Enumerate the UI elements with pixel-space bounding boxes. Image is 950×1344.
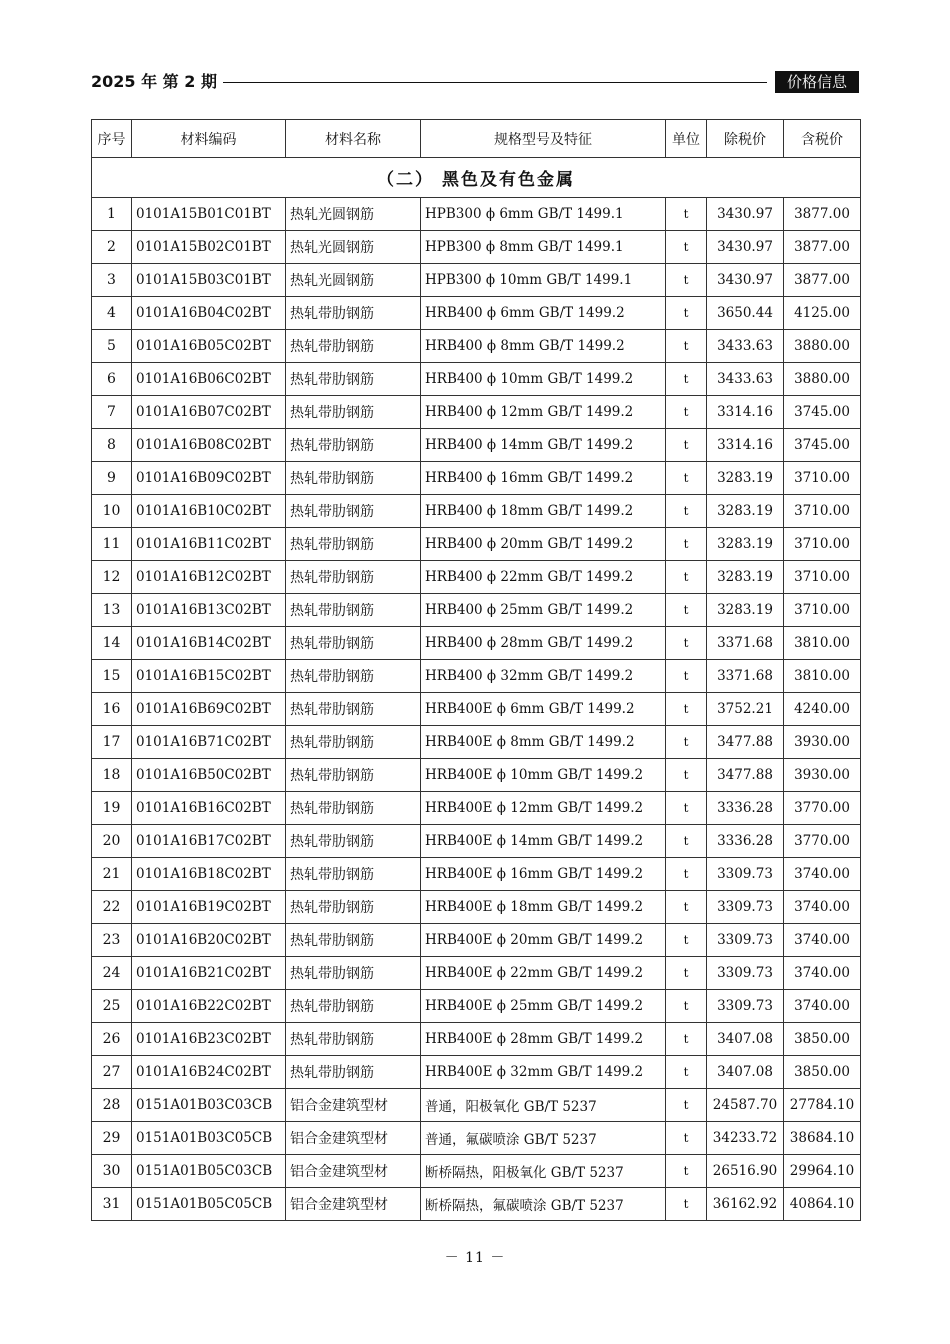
table-row	[92, 1122, 861, 1155]
spec: HRB400 ϕ 22mm GB/T 1499.2	[421, 561, 666, 594]
page-header	[91, 70, 859, 94]
material-name: 热轧带肋钢筋	[286, 297, 421, 330]
price-ex-tax: 3283.19	[707, 495, 784, 528]
unit: t	[666, 693, 707, 726]
col-header-name: 材料名称	[286, 120, 421, 158]
unit: t	[666, 660, 707, 693]
material-code: 0101A16B14C02BT	[132, 627, 286, 660]
price-inc-tax: 3930.00	[784, 726, 861, 759]
unit: t	[666, 1023, 707, 1056]
material-name: 热轧带肋钢筋	[286, 891, 421, 924]
material-code: 0101A16B50C02BT	[132, 759, 286, 792]
material-name: 铝合金建筑型材	[286, 1155, 421, 1188]
material-code: 0101A16B07C02BT	[132, 396, 286, 429]
col-header-inc-tax: 含税价	[784, 120, 861, 158]
row-number: 6	[92, 363, 132, 396]
row-number: 8	[92, 429, 132, 462]
table-body	[92, 198, 861, 1221]
table-row	[92, 528, 861, 561]
price-inc-tax: 29964.10	[784, 1155, 861, 1188]
table-row	[92, 990, 861, 1023]
unit: t	[666, 759, 707, 792]
material-code: 0101A16B09C02BT	[132, 462, 286, 495]
material-code: 0101A16B71C02BT	[132, 726, 286, 759]
price-inc-tax: 3850.00	[784, 1023, 861, 1056]
material-code: 0101A16B05C02BT	[132, 330, 286, 363]
header-rule	[223, 82, 767, 83]
row-number: 28	[92, 1089, 132, 1122]
table-row	[92, 660, 861, 693]
material-name: 热轧带肋钢筋	[286, 693, 421, 726]
row-number: 20	[92, 825, 132, 858]
price-ex-tax: 3371.68	[707, 627, 784, 660]
table-row	[92, 792, 861, 825]
material-name: 热轧带肋钢筋	[286, 462, 421, 495]
unit: t	[666, 1056, 707, 1089]
spec: HRB400 ϕ 14mm GB/T 1499.2	[421, 429, 666, 462]
price-ex-tax: 3283.19	[707, 594, 784, 627]
material-code: 0101A16B04C02BT	[132, 297, 286, 330]
section-badge: 价格信息	[775, 71, 859, 93]
price-inc-tax: 3877.00	[784, 198, 861, 231]
unit: t	[666, 1155, 707, 1188]
table-row	[92, 429, 861, 462]
unit: t	[666, 990, 707, 1023]
price-inc-tax: 3710.00	[784, 528, 861, 561]
price-inc-tax: 3740.00	[784, 924, 861, 957]
price-ex-tax: 3309.73	[707, 924, 784, 957]
spec: 断桥隔热，阳极氧化 GB/T 5237	[421, 1155, 666, 1188]
spec: HRB400 ϕ 20mm GB/T 1499.2	[421, 528, 666, 561]
section-row	[92, 158, 861, 198]
material-name: 热轧带肋钢筋	[286, 627, 421, 660]
price-inc-tax: 3740.00	[784, 990, 861, 1023]
price-inc-tax: 3710.00	[784, 561, 861, 594]
material-name: 热轧光圆钢筋	[286, 231, 421, 264]
price-inc-tax: 3745.00	[784, 429, 861, 462]
row-number: 14	[92, 627, 132, 660]
row-number: 19	[92, 792, 132, 825]
price-inc-tax: 3740.00	[784, 858, 861, 891]
material-name: 热轧带肋钢筋	[286, 792, 421, 825]
material-code: 0101A15B03C01BT	[132, 264, 286, 297]
material-name: 热轧带肋钢筋	[286, 1023, 421, 1056]
spec: HRB400 ϕ 12mm GB/T 1499.2	[421, 396, 666, 429]
table-row	[92, 1023, 861, 1056]
spec: HRB400E ϕ 18mm GB/T 1499.2	[421, 891, 666, 924]
price-ex-tax: 3309.73	[707, 957, 784, 990]
material-code: 0101A15B01C01BT	[132, 198, 286, 231]
price-ex-tax: 36162.92	[707, 1188, 784, 1221]
row-number: 3	[92, 264, 132, 297]
price-inc-tax: 3745.00	[784, 396, 861, 429]
price-ex-tax: 3430.97	[707, 264, 784, 297]
spec: HRB400E ϕ 8mm GB/T 1499.2	[421, 726, 666, 759]
material-code: 0151A01B05C05CB	[132, 1188, 286, 1221]
spec: HPB300 ϕ 10mm GB/T 1499.1	[421, 264, 666, 297]
material-name: 热轧带肋钢筋	[286, 858, 421, 891]
row-number: 22	[92, 891, 132, 924]
material-code: 0101A16B22C02BT	[132, 990, 286, 1023]
unit: t	[666, 726, 707, 759]
price-inc-tax: 38684.10	[784, 1122, 861, 1155]
unit: t	[666, 957, 707, 990]
material-code: 0101A16B18C02BT	[132, 858, 286, 891]
price-ex-tax: 3371.68	[707, 660, 784, 693]
material-name: 热轧带肋钢筋	[286, 825, 421, 858]
price-ex-tax: 3336.28	[707, 792, 784, 825]
row-number: 2	[92, 231, 132, 264]
unit: t	[666, 363, 707, 396]
material-code: 0101A16B11C02BT	[132, 528, 286, 561]
table-row	[92, 726, 861, 759]
row-number: 29	[92, 1122, 132, 1155]
table-row	[92, 759, 861, 792]
material-name: 热轧带肋钢筋	[286, 396, 421, 429]
material-code: 0101A15B02C01BT	[132, 231, 286, 264]
table-row	[92, 891, 861, 924]
table-row	[92, 825, 861, 858]
price-ex-tax: 3336.28	[707, 825, 784, 858]
material-code: 0151A01B03C05CB	[132, 1122, 286, 1155]
price-ex-tax: 3752.21	[707, 693, 784, 726]
row-number: 27	[92, 1056, 132, 1089]
material-code: 0101A16B12C02BT	[132, 561, 286, 594]
col-header-spec: 规格型号及特征	[421, 120, 666, 158]
spec: HRB400E ϕ 25mm GB/T 1499.2	[421, 990, 666, 1023]
row-number: 30	[92, 1155, 132, 1188]
row-number: 9	[92, 462, 132, 495]
unit: t	[666, 198, 707, 231]
table-row	[92, 561, 861, 594]
material-code: 0101A16B21C02BT	[132, 957, 286, 990]
material-code: 0151A01B05C03CB	[132, 1155, 286, 1188]
unit: t	[666, 396, 707, 429]
table-row	[92, 330, 861, 363]
col-header-code: 材料编码	[132, 120, 286, 158]
material-code: 0101A16B19C02BT	[132, 891, 286, 924]
spec: HRB400 ϕ 8mm GB/T 1499.2	[421, 330, 666, 363]
table-row	[92, 231, 861, 264]
spec: HPB300 ϕ 6mm GB/T 1499.1	[421, 198, 666, 231]
material-name: 热轧光圆钢筋	[286, 264, 421, 297]
spec: HRB400E ϕ 28mm GB/T 1499.2	[421, 1023, 666, 1056]
row-number: 18	[92, 759, 132, 792]
price-ex-tax: 3283.19	[707, 462, 784, 495]
price-inc-tax: 3770.00	[784, 792, 861, 825]
material-name: 热轧带肋钢筋	[286, 990, 421, 1023]
table-row	[92, 495, 861, 528]
unit: t	[666, 528, 707, 561]
material-code: 0101A16B17C02BT	[132, 825, 286, 858]
material-name: 热轧带肋钢筋	[286, 759, 421, 792]
material-code: 0151A01B03C03CB	[132, 1089, 286, 1122]
row-number: 11	[92, 528, 132, 561]
unit: t	[666, 825, 707, 858]
price-ex-tax: 3283.19	[707, 528, 784, 561]
price-inc-tax: 3880.00	[784, 330, 861, 363]
spec: 普通，阳极氧化 GB/T 5237	[421, 1089, 666, 1122]
unit: t	[666, 858, 707, 891]
price-inc-tax: 27784.10	[784, 1089, 861, 1122]
material-code: 0101A16B24C02BT	[132, 1056, 286, 1089]
row-number: 23	[92, 924, 132, 957]
spec: HRB400 ϕ 6mm GB/T 1499.2	[421, 297, 666, 330]
section-title: （二） 黑色及有色金属	[92, 158, 861, 198]
col-header-no: 序号	[92, 120, 132, 158]
material-code: 0101A16B16C02BT	[132, 792, 286, 825]
spec: HRB400 ϕ 32mm GB/T 1499.2	[421, 660, 666, 693]
row-number: 25	[92, 990, 132, 1023]
row-number: 15	[92, 660, 132, 693]
issue-label: 2025 年 第 2 期	[91, 72, 217, 91]
price-inc-tax: 3810.00	[784, 660, 861, 693]
row-number: 17	[92, 726, 132, 759]
row-number: 16	[92, 693, 132, 726]
material-name: 热轧带肋钢筋	[286, 528, 421, 561]
price-inc-tax: 3740.00	[784, 891, 861, 924]
price-ex-tax: 3477.88	[707, 726, 784, 759]
row-number: 7	[92, 396, 132, 429]
table-row	[92, 363, 861, 396]
unit: t	[666, 924, 707, 957]
price-ex-tax: 3314.16	[707, 396, 784, 429]
material-code: 0101A16B15C02BT	[132, 660, 286, 693]
row-number: 31	[92, 1188, 132, 1221]
price-ex-tax: 24587.70	[707, 1089, 784, 1122]
table-row	[92, 1155, 861, 1188]
price-ex-tax: 3309.73	[707, 891, 784, 924]
material-code: 0101A16B13C02BT	[132, 594, 286, 627]
row-number: 4	[92, 297, 132, 330]
spec: HRB400 ϕ 18mm GB/T 1499.2	[421, 495, 666, 528]
unit: t	[666, 429, 707, 462]
price-inc-tax: 3880.00	[784, 363, 861, 396]
unit: t	[666, 594, 707, 627]
page-number: － 11 －	[444, 1250, 506, 1266]
unit: t	[666, 330, 707, 363]
material-code: 0101A16B06C02BT	[132, 363, 286, 396]
material-name: 热轧带肋钢筋	[286, 594, 421, 627]
table-row	[92, 924, 861, 957]
material-code: 0101A16B10C02BT	[132, 495, 286, 528]
spec: HRB400E ϕ 20mm GB/T 1499.2	[421, 924, 666, 957]
table-row	[92, 594, 861, 627]
unit: t	[666, 297, 707, 330]
unit: t	[666, 495, 707, 528]
table-row	[92, 693, 861, 726]
unit: t	[666, 627, 707, 660]
spec: HRB400 ϕ 10mm GB/T 1499.2	[421, 363, 666, 396]
material-name: 热轧带肋钢筋	[286, 495, 421, 528]
material-name: 热轧带肋钢筋	[286, 1056, 421, 1089]
row-number: 12	[92, 561, 132, 594]
material-code: 0101A16B69C02BT	[132, 693, 286, 726]
table-header-row	[92, 120, 861, 158]
row-number: 10	[92, 495, 132, 528]
price-inc-tax: 3710.00	[784, 495, 861, 528]
table-row	[92, 957, 861, 990]
price-ex-tax: 3433.63	[707, 330, 784, 363]
table-row	[92, 198, 861, 231]
material-name: 热轧带肋钢筋	[286, 429, 421, 462]
row-number: 1	[92, 198, 132, 231]
table-row	[92, 1188, 861, 1221]
price-inc-tax: 3710.00	[784, 594, 861, 627]
price-ex-tax: 3430.97	[707, 198, 784, 231]
price-ex-tax: 3309.73	[707, 858, 784, 891]
material-name: 热轧带肋钢筋	[286, 924, 421, 957]
price-ex-tax: 3477.88	[707, 759, 784, 792]
material-code: 0101A16B08C02BT	[132, 429, 286, 462]
spec: 断桥隔热，氟碳喷涂 GB/T 5237	[421, 1188, 666, 1221]
price-inc-tax: 3740.00	[784, 957, 861, 990]
unit: t	[666, 231, 707, 264]
material-name: 热轧带肋钢筋	[286, 957, 421, 990]
price-inc-tax: 3850.00	[784, 1056, 861, 1089]
spec: HRB400E ϕ 6mm GB/T 1499.2	[421, 693, 666, 726]
table-row	[92, 297, 861, 330]
spec: HRB400 ϕ 16mm GB/T 1499.2	[421, 462, 666, 495]
spec: HRB400E ϕ 10mm GB/T 1499.2	[421, 759, 666, 792]
price-ex-tax: 3314.16	[707, 429, 784, 462]
table-row	[92, 396, 861, 429]
spec: HRB400E ϕ 14mm GB/T 1499.2	[421, 825, 666, 858]
unit: t	[666, 891, 707, 924]
material-name: 铝合金建筑型材	[286, 1122, 421, 1155]
table-row	[92, 1089, 861, 1122]
price-inc-tax: 4125.00	[784, 297, 861, 330]
col-header-ex-tax: 除税价	[707, 120, 784, 158]
material-name: 热轧带肋钢筋	[286, 660, 421, 693]
price-inc-tax: 3770.00	[784, 825, 861, 858]
price-ex-tax: 3407.08	[707, 1056, 784, 1089]
table-row	[92, 264, 861, 297]
unit: t	[666, 792, 707, 825]
spec: HRB400E ϕ 32mm GB/T 1499.2	[421, 1056, 666, 1089]
price-inc-tax: 3710.00	[784, 462, 861, 495]
material-name: 热轧光圆钢筋	[286, 198, 421, 231]
price-ex-tax: 3283.19	[707, 561, 784, 594]
material-code: 0101A16B20C02BT	[132, 924, 286, 957]
spec: HRB400 ϕ 28mm GB/T 1499.2	[421, 627, 666, 660]
unit: t	[666, 1122, 707, 1155]
unit: t	[666, 561, 707, 594]
material-name: 热轧带肋钢筋	[286, 561, 421, 594]
price-ex-tax: 34233.72	[707, 1122, 784, 1155]
row-number: 21	[92, 858, 132, 891]
spec: 普通，氟碳喷涂 GB/T 5237	[421, 1122, 666, 1155]
spec: HRB400E ϕ 22mm GB/T 1499.2	[421, 957, 666, 990]
spec: HPB300 ϕ 8mm GB/T 1499.1	[421, 231, 666, 264]
spec: HRB400E ϕ 12mm GB/T 1499.2	[421, 792, 666, 825]
price-ex-tax: 3650.44	[707, 297, 784, 330]
material-name: 铝合金建筑型材	[286, 1089, 421, 1122]
material-name: 热轧带肋钢筋	[286, 330, 421, 363]
col-header-unit: 单位	[666, 120, 707, 158]
price-ex-tax: 3430.97	[707, 231, 784, 264]
price-inc-tax: 40864.10	[784, 1188, 861, 1221]
material-code: 0101A16B23C02BT	[132, 1023, 286, 1056]
table-row	[92, 1056, 861, 1089]
price-ex-tax: 3433.63	[707, 363, 784, 396]
row-number: 26	[92, 1023, 132, 1056]
table-row	[92, 627, 861, 660]
unit: t	[666, 1188, 707, 1221]
material-name: 热轧带肋钢筋	[286, 726, 421, 759]
row-number: 13	[92, 594, 132, 627]
price-table	[91, 119, 861, 1221]
unit: t	[666, 462, 707, 495]
price-ex-tax: 3407.08	[707, 1023, 784, 1056]
table-row	[92, 858, 861, 891]
unit: t	[666, 1089, 707, 1122]
row-number: 5	[92, 330, 132, 363]
table-row	[92, 462, 861, 495]
spec: HRB400 ϕ 25mm GB/T 1499.2	[421, 594, 666, 627]
price-inc-tax: 3877.00	[784, 231, 861, 264]
unit: t	[666, 264, 707, 297]
row-number: 24	[92, 957, 132, 990]
price-inc-tax: 4240.00	[784, 693, 861, 726]
price-inc-tax: 3877.00	[784, 264, 861, 297]
price-ex-tax: 26516.90	[707, 1155, 784, 1188]
material-name: 铝合金建筑型材	[286, 1188, 421, 1221]
price-inc-tax: 3810.00	[784, 627, 861, 660]
spec: HRB400E ϕ 16mm GB/T 1499.2	[421, 858, 666, 891]
material-name: 热轧带肋钢筋	[286, 363, 421, 396]
price-ex-tax: 3309.73	[707, 990, 784, 1023]
price-inc-tax: 3930.00	[784, 759, 861, 792]
